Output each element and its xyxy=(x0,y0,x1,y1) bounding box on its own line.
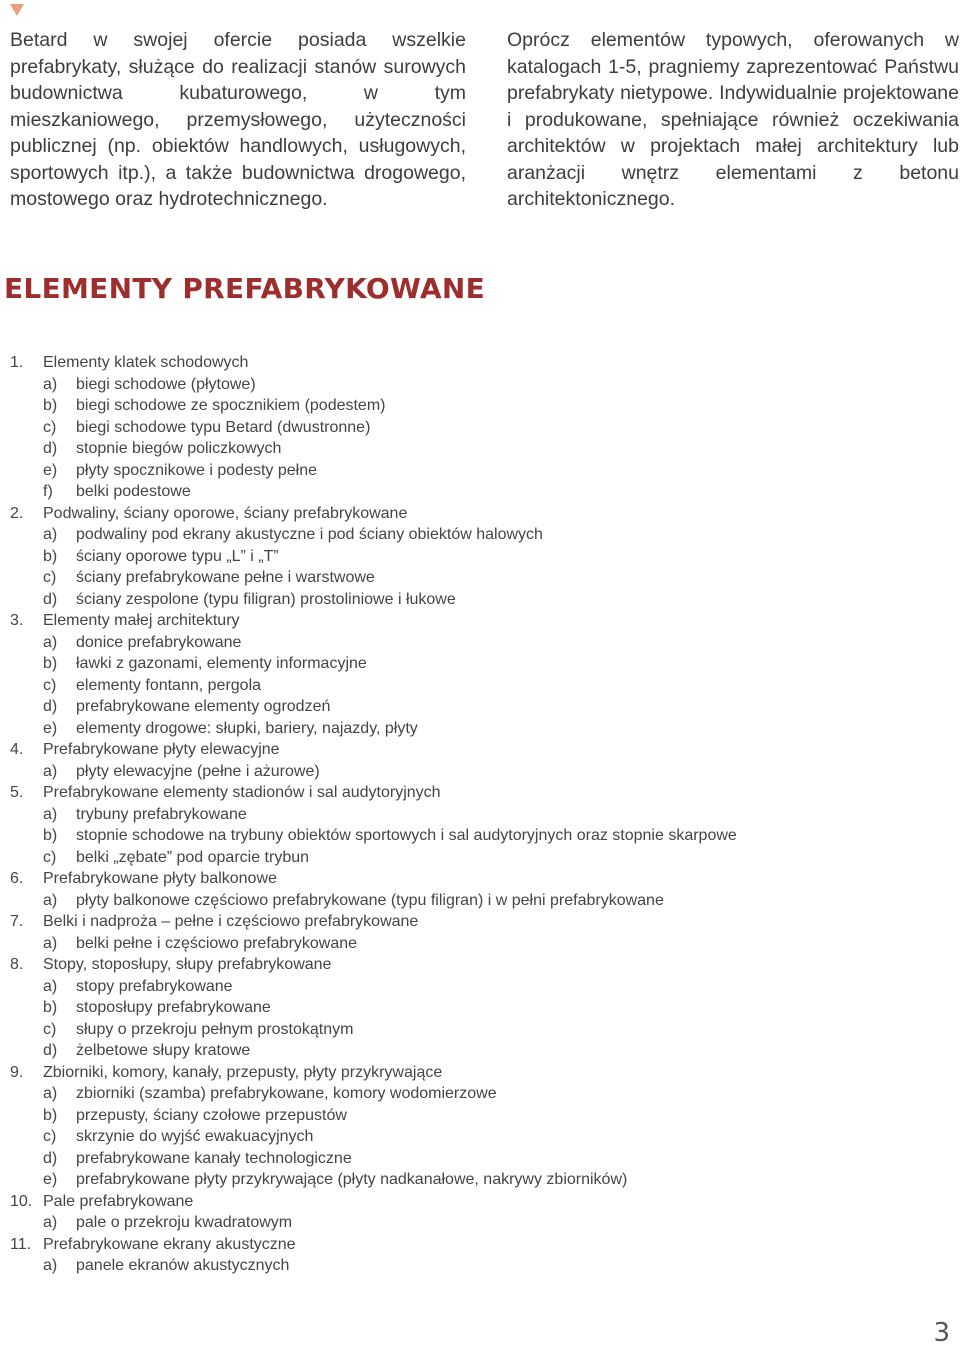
item-letter: a) xyxy=(43,762,58,780)
list-item xyxy=(10,976,955,998)
item-letter: b) xyxy=(43,397,58,414)
list-item xyxy=(10,890,955,912)
item-letter: b) xyxy=(43,547,58,565)
list-item xyxy=(10,632,955,654)
item-text: biegi schodowe typu Betard (dwustronne) xyxy=(76,418,371,436)
list-item xyxy=(10,1019,955,1041)
section-title: Elementy małej architektury xyxy=(43,612,240,629)
list-section xyxy=(10,1062,955,1191)
prefab-elements-list xyxy=(10,352,955,1277)
list-item xyxy=(10,1083,955,1105)
intro-paragraph-left: Betard w swojej ofercie posiada wszelkie prefabrykaty, służące do realizacji stanów surowych budownictwa kubaturowego, w tym mieszkaniowego, przemysłowego, użyteczności publicznej (np. obiektów handlowych, usługowych, sportowych itp.), a także budownictwa drogowego, mostowego oraz hydrotechnicznego. xyxy=(10,29,466,210)
list-item xyxy=(10,696,955,718)
item-text: belki pełne i częściowo prefabrykowane xyxy=(76,934,358,952)
section-title: Stopy, stoposłupy, słupy prefabrykowane xyxy=(43,956,332,973)
item-letter: e) xyxy=(43,719,58,737)
section-number: 8. xyxy=(10,956,24,973)
section-title: Prefabrykowane ekrany akustyczne xyxy=(43,1235,296,1253)
item-text: ławki z gazonami, elementy informacyjne xyxy=(76,655,367,672)
item-letter: f) xyxy=(43,483,53,500)
item-letter: b) xyxy=(43,827,58,844)
item-letter: a) xyxy=(43,375,58,393)
item-text: stopnie biegów policzkowych xyxy=(76,440,282,457)
item-text: panele ekranów akustycznych xyxy=(76,1257,290,1274)
list-item xyxy=(10,395,955,417)
section-number: 5. xyxy=(10,784,24,801)
item-text: donice prefabrykowane xyxy=(76,633,242,651)
section-title: Prefabrykowane płyty elewacyjne xyxy=(43,741,280,758)
item-letter: c) xyxy=(43,418,57,436)
section-title-row xyxy=(10,503,955,525)
section-title-row xyxy=(10,739,955,761)
item-text: podwaliny pod ekrany akustyczne i pod ściany obiektów halowych xyxy=(76,526,543,543)
list-item xyxy=(10,1126,955,1148)
section-number: 3. xyxy=(10,612,24,629)
item-letter: d) xyxy=(43,1149,58,1167)
item-text: żelbetowe słupy kratowe xyxy=(76,1042,251,1059)
item-text: ściany prefabrykowane pełne i warstwowe xyxy=(76,569,375,586)
list-item xyxy=(10,761,955,783)
list-item xyxy=(10,1255,955,1277)
triangle-marker-icon xyxy=(10,4,24,16)
list-item xyxy=(10,718,955,740)
section-number: 1. xyxy=(10,354,24,371)
section-heading: ELEMENTY PREFABRYKOWANE xyxy=(4,272,486,305)
list-item xyxy=(10,438,955,460)
item-text: pale o przekroju kwadratowym xyxy=(76,1214,293,1231)
section-title: Zbiorniki, komory, kanały, przepusty, płyty przykrywające xyxy=(43,1063,443,1081)
item-letter: d) xyxy=(43,698,58,715)
list-item xyxy=(10,847,955,869)
section-number: 9. xyxy=(10,1063,24,1081)
list-item xyxy=(10,481,955,503)
list-item xyxy=(10,374,955,396)
item-letter: a) xyxy=(43,977,58,995)
item-text: zbiorniki (szamba) prefabrykowane, komory wodomierzowe xyxy=(76,1085,497,1102)
list-section xyxy=(10,610,955,739)
item-letter: a) xyxy=(43,891,58,909)
section-number: 2. xyxy=(10,504,24,522)
section-title-row xyxy=(10,911,955,933)
list-item xyxy=(10,1212,955,1234)
list-section xyxy=(10,868,955,911)
item-text: płyty elewacyjne (pełne i ażurowe) xyxy=(76,762,320,780)
list-section xyxy=(10,739,955,782)
item-text: prefabrykowane elementy ogrodzeń xyxy=(76,698,331,715)
item-letter: c) xyxy=(43,569,57,586)
item-text: stopy prefabrykowane xyxy=(76,977,233,995)
intro-paragraph-right: Oprócz elementów typowych, oferowanych w katalogach 1-5, pragniemy zaprezentować Państwu prefabrykaty nietypowe. Indywidualnie projektowane i produkowane, spełniające również oczekiwania architektów w projektach małej architektury lub aranżacji wnętrz elementami z betonu architektonicznego. xyxy=(507,29,959,210)
item-letter: a) xyxy=(43,1214,58,1231)
section-title-row xyxy=(10,610,955,632)
list-item xyxy=(10,567,955,589)
item-text: skrzynie do wyjść ewakuacyjnych xyxy=(76,1128,314,1145)
item-text: przepusty, ściany czołowe przepustów xyxy=(76,1106,347,1124)
item-text: biegi schodowe ze spocznikiem (podestem) xyxy=(76,397,386,414)
list-section xyxy=(10,782,955,868)
item-letter: a) xyxy=(43,1085,58,1102)
section-number: 7. xyxy=(10,913,24,930)
item-text: belki podestowe xyxy=(76,483,191,500)
item-letter: c) xyxy=(43,848,57,866)
item-text: elementy drogowe: słupki, bariery, najazdy, płyty xyxy=(76,719,418,737)
item-text: prefabrykowane płyty przykrywające (płyty nadkanałowe, nakrywy zbiorników) xyxy=(76,1171,628,1188)
list-item xyxy=(10,933,955,955)
list-item xyxy=(10,675,955,697)
section-title: Belki i nadproża – pełne i częściowo prefabrykowane xyxy=(43,913,419,930)
item-letter: e) xyxy=(43,461,58,479)
section-title-row xyxy=(10,782,955,804)
list-item xyxy=(10,460,955,482)
list-item xyxy=(10,653,955,675)
list-item xyxy=(10,804,955,826)
item-letter: d) xyxy=(43,1042,58,1059)
section-title-row xyxy=(10,352,955,374)
list-item xyxy=(10,589,955,611)
section-number: 10. xyxy=(10,1192,33,1210)
section-title: Elementy klatek schodowych xyxy=(43,354,249,371)
list-section xyxy=(10,954,955,1062)
section-title-row xyxy=(10,1191,955,1213)
section-title: Prefabrykowane płyty balkonowe xyxy=(43,870,277,887)
item-letter: a) xyxy=(43,934,58,952)
section-title: Prefabrykowane elementy stadionów i sal audytoryjnych xyxy=(43,784,441,801)
list-section xyxy=(10,503,955,611)
item-text: trybuny prefabrykowane xyxy=(76,805,247,823)
item-letter: c) xyxy=(43,676,57,694)
page-number: 3 xyxy=(933,1318,950,1348)
list-item xyxy=(10,524,955,546)
item-letter: b) xyxy=(43,999,58,1016)
list-section xyxy=(10,1191,955,1234)
item-letter: d) xyxy=(43,440,58,457)
list-section xyxy=(10,911,955,954)
section-number: 6. xyxy=(10,870,24,887)
list-item xyxy=(10,417,955,439)
section-title: Podwaliny, ściany oporowe, ściany prefabrykowane xyxy=(43,504,408,522)
section-title: Pale prefabrykowane xyxy=(43,1192,194,1210)
section-title-row xyxy=(10,1062,955,1084)
list-item xyxy=(10,825,955,847)
section-number: 11. xyxy=(10,1235,32,1253)
item-text: elementy fontann, pergola xyxy=(76,676,262,694)
item-text: stopnie schodowe na trybuny obiektów sportowych i sal audytoryjnych oraz stopnie skarpowe xyxy=(76,827,737,844)
item-letter: b) xyxy=(43,1106,58,1124)
item-letter: e) xyxy=(43,1171,58,1188)
item-text: belki „zębate” pod oparcie trybun xyxy=(76,848,310,866)
item-text: słupy o przekroju pełnym prostokątnym xyxy=(76,1020,354,1038)
item-letter: c) xyxy=(43,1128,57,1145)
item-letter: b) xyxy=(43,655,58,672)
list-item xyxy=(10,1040,955,1062)
list-item xyxy=(10,1105,955,1127)
list-section xyxy=(10,352,955,503)
section-title-row xyxy=(10,1234,955,1256)
item-text: płyty balkonowe częściowo prefabrykowane (typu filigran) i w pełni prefabrykowane xyxy=(76,891,664,909)
section-title-row xyxy=(10,954,955,976)
item-text: płyty spocznikowe i podesty pełne xyxy=(76,461,318,479)
item-letter: a) xyxy=(43,1257,58,1274)
item-letter: c) xyxy=(43,1020,57,1038)
item-letter: a) xyxy=(43,526,58,543)
section-title-row xyxy=(10,868,955,890)
item-text: ściany zespolone (typu filigran) prostoliniowe i łukowe xyxy=(76,590,456,608)
item-letter: d) xyxy=(43,590,58,608)
item-letter: a) xyxy=(43,633,58,651)
section-number: 4. xyxy=(10,741,24,758)
list-section xyxy=(10,1234,955,1277)
item-text: ściany oporowe typu „L” i „T” xyxy=(76,547,279,565)
item-text: prefabrykowane kanały technologiczne xyxy=(76,1149,352,1167)
item-letter: a) xyxy=(43,805,58,823)
item-text: stoposłupy prefabrykowane xyxy=(76,999,271,1016)
list-item xyxy=(10,1169,955,1191)
list-item xyxy=(10,1148,955,1170)
list-item xyxy=(10,997,955,1019)
item-text: biegi schodowe (płytowe) xyxy=(76,375,256,393)
list-item xyxy=(10,546,955,568)
